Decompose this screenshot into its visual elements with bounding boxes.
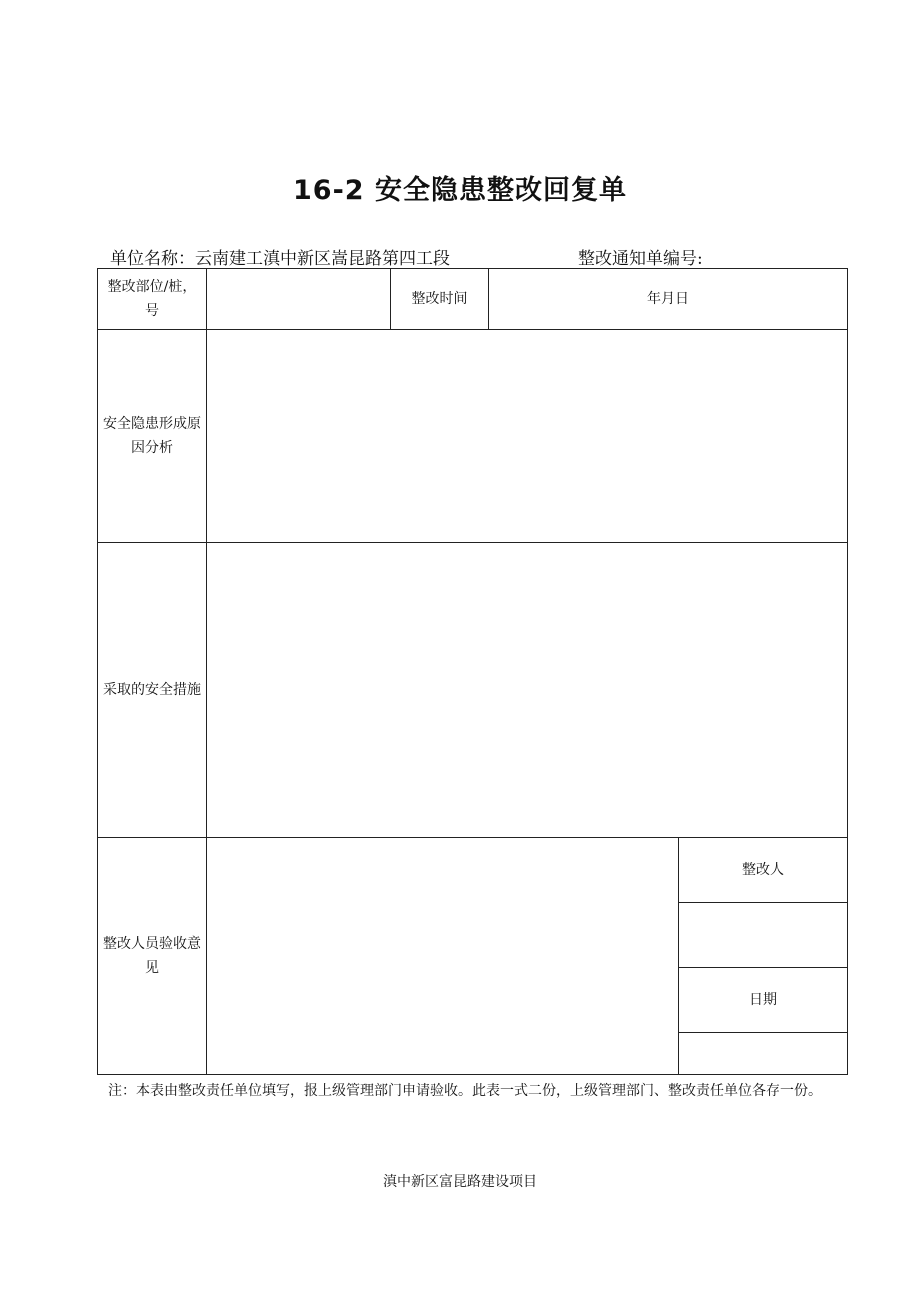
date-label: 日期	[679, 968, 848, 1033]
unit-name: 单位名称：云南建工滇中新区嵩昆路第四工段	[110, 249, 450, 269]
measures-field[interactable]	[207, 543, 848, 838]
cause-field[interactable]	[207, 330, 848, 543]
reply-form-table	[97, 268, 848, 1075]
project-footer: 滇中新区富昆路建设项目	[383, 1174, 537, 1190]
table-row	[98, 543, 848, 838]
rectifier-label: 整改人	[679, 838, 848, 903]
table-row	[98, 269, 848, 330]
table-row	[98, 330, 848, 543]
measures-label: 采取的安全措施	[98, 543, 207, 838]
time-label: 整改时间	[391, 269, 489, 330]
location-label: 整改部位/桩，号	[98, 269, 207, 330]
date-field[interactable]	[679, 1033, 848, 1075]
acceptance-label: 整改人员验收意见	[98, 838, 207, 1075]
location-field[interactable]	[207, 269, 391, 330]
cause-label: 安全隐患形成原因分析	[98, 330, 207, 543]
time-field[interactable]: 年月日	[489, 269, 848, 330]
acceptance-field[interactable]	[207, 838, 679, 1075]
footnote: 注：本表由整改责任单位填写，报上级管理部门申请验收。此表一式二份，上级管理部门、整改责任单位各存一份。	[108, 1083, 822, 1099]
rectifier-field[interactable]	[679, 903, 848, 968]
notice-number: 整改通知单编号:	[578, 249, 703, 269]
page-title: 16-2 安全隐患整改回复单	[293, 175, 627, 206]
table-row	[98, 838, 848, 903]
